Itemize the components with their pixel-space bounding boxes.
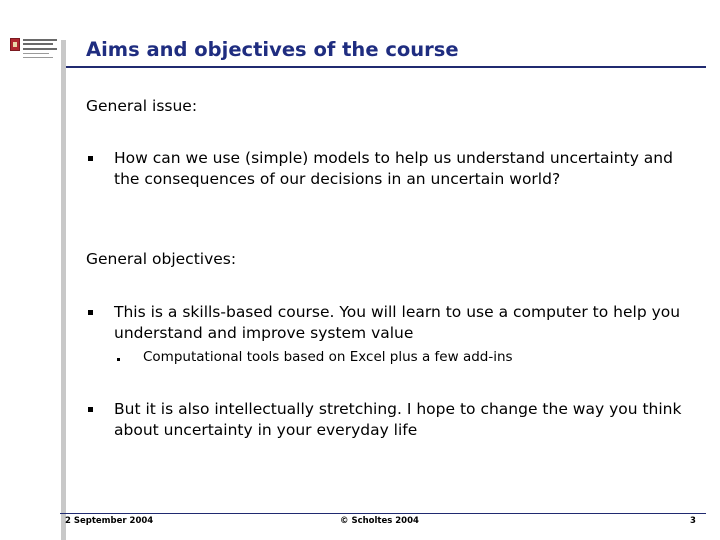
section-heading-general-issue: General issue: (86, 97, 198, 115)
slide-title: Aims and objectives of the course (86, 38, 459, 61)
university-logo (10, 38, 58, 62)
sub-bullet-text: Computational tools based on Excel plus a few add-ins (143, 349, 513, 365)
bullet-icon (88, 407, 93, 412)
bullet-icon (88, 156, 93, 161)
footer-rule (60, 513, 706, 514)
sub-bullet-icon (117, 358, 120, 361)
bullet-text: But it is also intellectually stretching. I hope to change the way you think about uncertainty in your everyday life (114, 400, 682, 439)
section-heading-general-objectives: General objectives: (86, 250, 237, 268)
footer-date: 2 September 2004 (65, 516, 154, 526)
bullet-text: How can we use (simple) models to help us understand uncertainty and the consequences of our decisions in an uncertain world? (114, 149, 673, 188)
page-number: 3 (690, 516, 696, 526)
bullet-text: This is a skills-based course. You will learn to use a computer to help you understand and improve system value (114, 303, 681, 342)
crest-icon (10, 38, 20, 51)
title-rule (66, 66, 706, 68)
bullet-icon (88, 310, 93, 315)
side-bar (61, 40, 66, 540)
footer-copyright: © Scholtes 2004 (340, 516, 419, 526)
